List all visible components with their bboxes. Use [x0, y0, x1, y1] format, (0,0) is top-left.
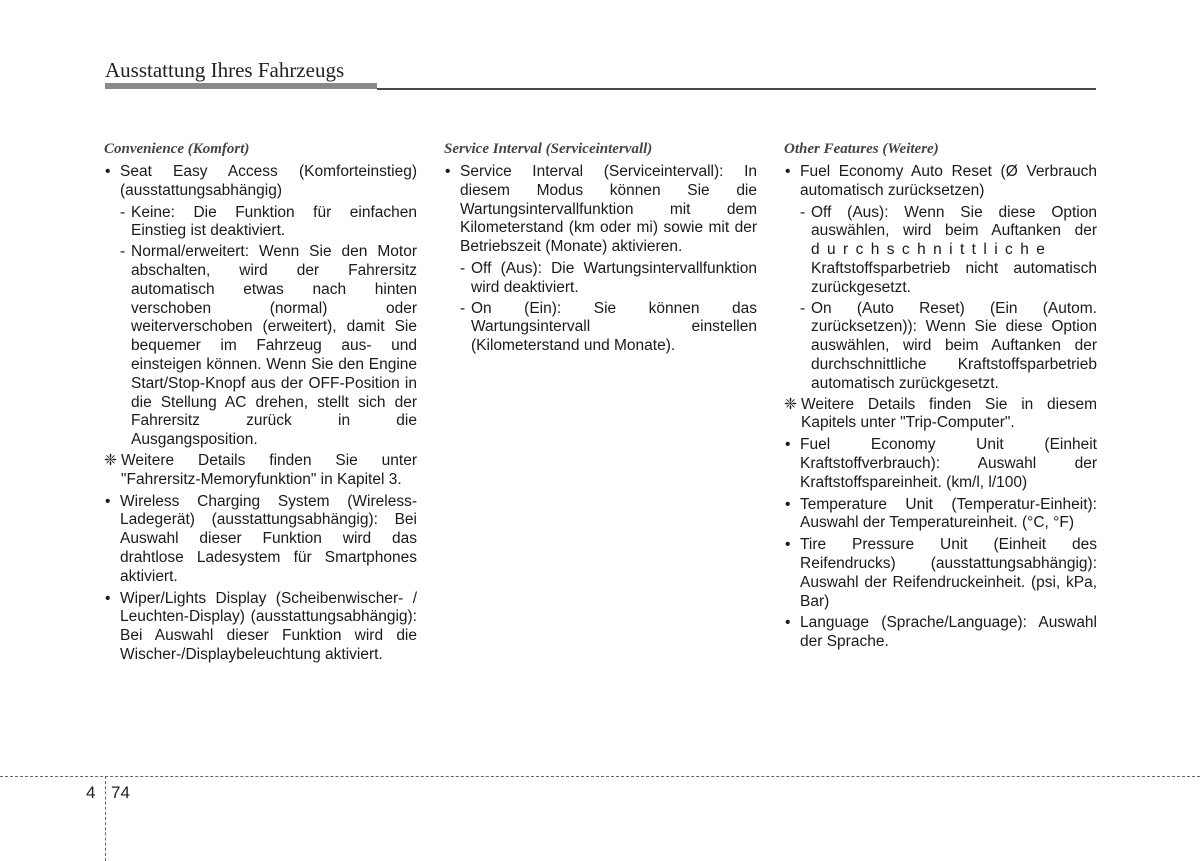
footer-divider [105, 776, 106, 861]
sub-item-text: Keine: Die Funktion für einfachen Einstieg ist deaktiviert. [131, 203, 417, 240]
column-convenience [104, 140, 417, 668]
list-item [784, 163, 1097, 201]
sub-item-text: Off (Aus): Wenn Sie diese Option auswählen, wird beim Auftanken der [811, 203, 1097, 240]
sub-item [784, 204, 1097, 298]
item-text: Temperature Unit (Temperatur-Einheit): Auswahl der Temperatureinheit. (°C, °F) [800, 495, 1097, 532]
note-item [784, 396, 1097, 434]
dash-icon: - [120, 203, 126, 221]
sub-item-text: Off (Aus): Die Wartungsintervallfunktion wird deaktiviert. [471, 259, 757, 296]
note-icon: ❈ [104, 451, 117, 469]
bullet-icon: • [785, 614, 791, 632]
bullet-icon: • [785, 436, 791, 454]
list-item [784, 496, 1097, 534]
item-text: Wiper/Lights Display (Scheibenwischer- / Leuchten-Display) (ausstattungsabhängig): Bei Auswahl dieser Funktion wird die Wischer-/Displaybeleuchtung aktiviert. [120, 589, 417, 663]
sub-item-text: Normal/erweitert: Wenn Sie den Motor abschalten, wird der Fahrersitz automatisch etwas nach hinten verschoben (normal) oder weiterverschoben (erweitert), damit Sie bequemer im Fahrzeug aus- und einsteigen können. Wenn Sie den Engine Start/Stop-Knopf aus der OFF-Position in die Stellung AC drehen, stellt sich der Fahrersitz zurück in die Ausgangsposition. [131, 243, 417, 449]
list-item [444, 163, 757, 257]
header-bar-accent [105, 83, 377, 89]
bullet-icon: • [105, 492, 111, 510]
item-text: Tire Pressure Unit (Einheit des Reifendrucks) (ausstattungsabhängig): Auswahl der Reifendruckeinheit. (psi, kPa, Bar) [800, 536, 1097, 610]
sub-item-text-tail: Kraftstoffsparbetrieb nicht automatisch zurückgesetzt. [811, 259, 1097, 296]
dash-icon: - [800, 203, 806, 221]
bullet-icon: • [105, 589, 111, 607]
dash-icon: - [460, 299, 466, 317]
sub-item [444, 260, 757, 298]
list-item [784, 614, 1097, 652]
sub-item [104, 204, 417, 242]
dash-icon: - [800, 299, 806, 317]
item-text: Fuel Economy Auto Reset (Ø Verbrauch automatisch zurücksetzen) [800, 163, 1097, 199]
item-text: Seat Easy Access (Komforteinstieg) (ausstattungsabhängig) [120, 163, 417, 199]
item-text: Service Interval (Serviceintervall): In diesem Modus können Sie die Wartungsintervallfunktion mit dem Kilometerstand (km oder mi) sowie mit der Betriebszeit (Monate) aktivieren. [460, 163, 757, 256]
sub-item [444, 300, 757, 356]
bullet-icon: • [445, 163, 451, 180]
chapter-number: 4 [86, 783, 96, 802]
section-heading: Other Features (Weitere) [784, 141, 939, 157]
sub-item-text: On (Auto Reset) (Ein (Autom. zurücksetzen)): Wenn Sie diese Option auswählen, wird beim Auftanken der durchschnittliche Kraftstoffsparbetrieb automatisch zurückgesetzt. [811, 299, 1097, 392]
item-text: Fuel Economy Unit (Einheit Kraftstoffverbrauch): Auswahl der Kraftstoffspareinheit. (km/l, l/100) [800, 436, 1097, 491]
item-text: Wireless Charging System (Wireless-Ladegerät) (ausstattungsabhängig): Bei Auswahl dieser Funktion wird das drahtlose Ladesystem für Smartphones aktiviert. [120, 492, 417, 585]
sub-item-text: On (Ein): Sie können das Wartungsintervall einstellen (Kilometerstand und Monate). [471, 299, 757, 355]
note-item [104, 452, 417, 490]
column-service-interval [444, 140, 757, 358]
sub-item [104, 243, 417, 450]
list-item [784, 536, 1097, 611]
column-other-features [784, 140, 1097, 655]
list-item [104, 163, 417, 201]
sub-item [784, 300, 1097, 394]
footer-rule [0, 776, 1200, 777]
list-item [104, 590, 417, 665]
section-heading: Convenience (Komfort) [104, 141, 250, 157]
section-heading: Service Interval (Serviceintervall) [444, 141, 653, 157]
note-text: Weitere Details finden Sie in diesem Kapitels unter "Trip-Computer". [801, 395, 1097, 432]
list-item [104, 493, 417, 587]
bullet-icon: • [785, 163, 791, 180]
dash-icon: - [120, 243, 126, 261]
page-title: Ausstattung Ihres Fahrzeugs [105, 58, 345, 82]
note-text: Weitere Details finden Sie unter "Fahrersitz-Memoryfunktion" in Kapitel 3. [121, 451, 417, 488]
page-number: 74 [111, 783, 130, 802]
bullet-icon: • [105, 163, 111, 180]
item-text: Language (Sprache/Language): Auswahl der Sprache. [800, 614, 1097, 651]
dash-icon: - [460, 259, 466, 277]
header-rule [377, 88, 1096, 90]
note-icon: ❈ [784, 395, 797, 413]
list-item [784, 436, 1097, 492]
bullet-icon: • [785, 536, 791, 554]
sub-item-spaced-word: durchschnittliche [811, 241, 1053, 259]
bullet-icon: • [785, 495, 791, 513]
